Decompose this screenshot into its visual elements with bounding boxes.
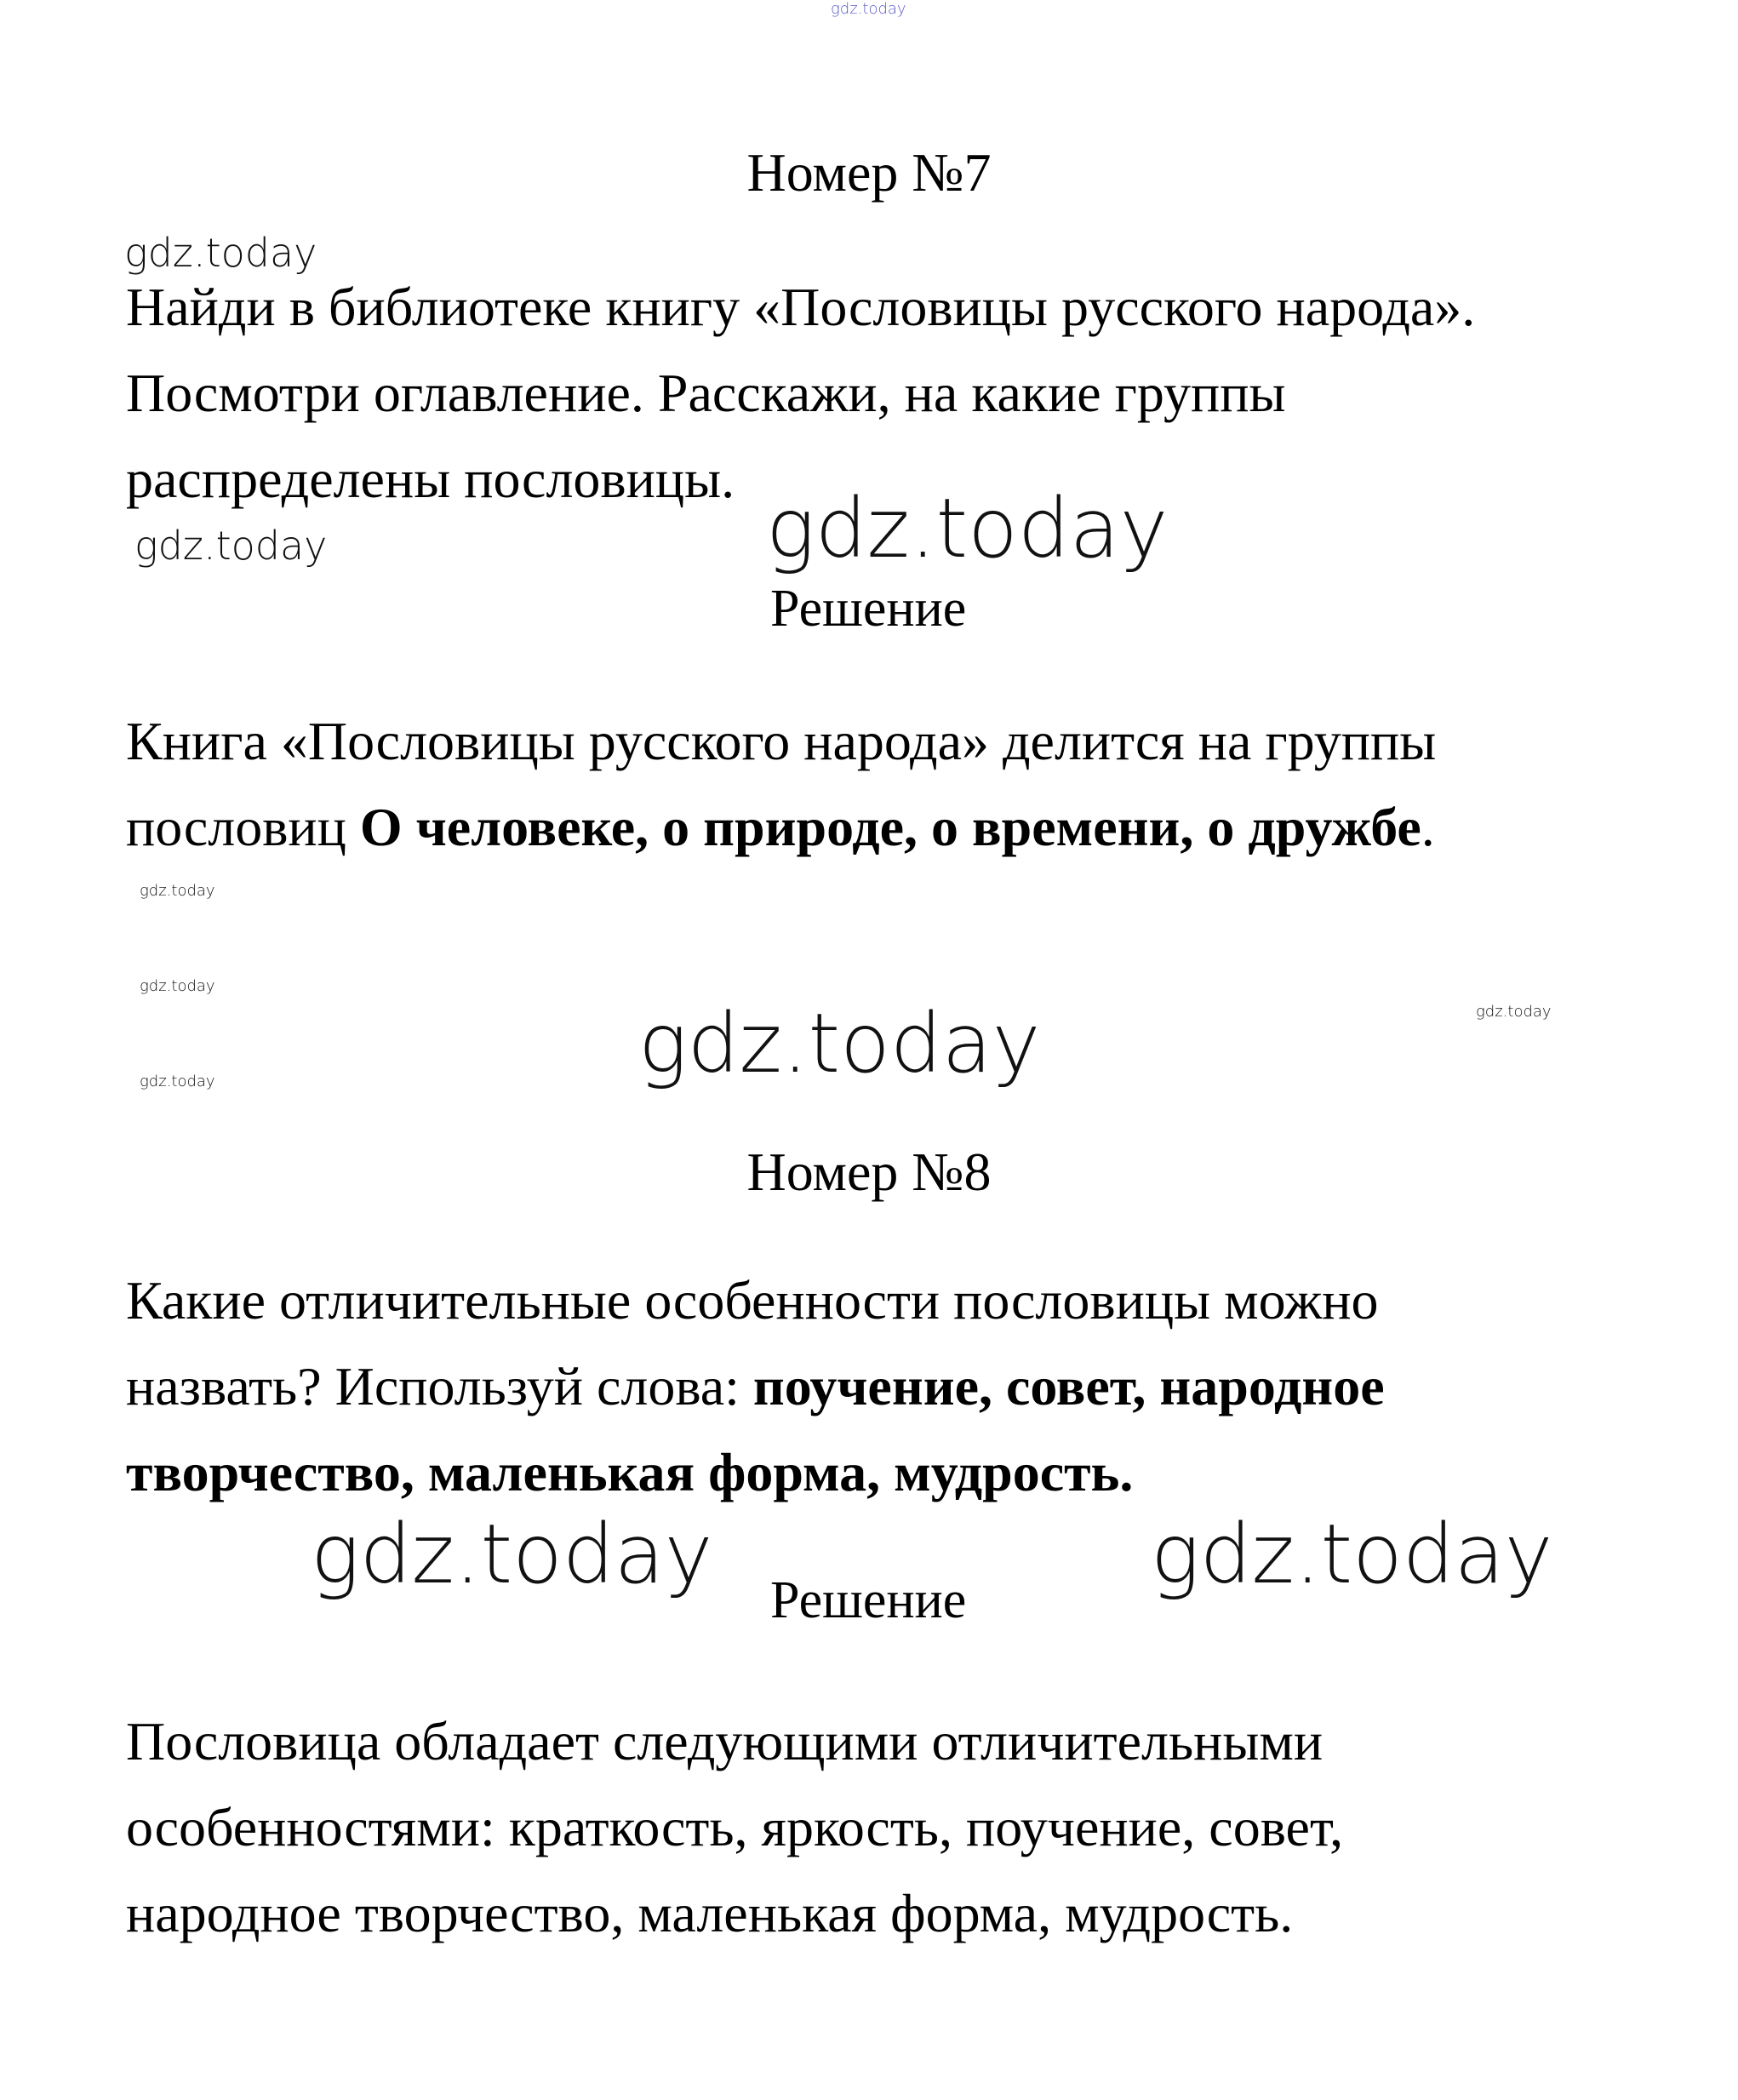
watermark-large: gdz.today — [766, 481, 1169, 576]
task7-answer-suffix: . — [1421, 797, 1435, 857]
task8-question-prefix: назвать? Используй слова: — [126, 1356, 753, 1416]
task7-question-line-1: Найди в библиотеке книгу «Пословицы русского народа». — [126, 277, 1476, 337]
task8-heading: Номер №8 — [746, 1142, 992, 1202]
task8-answer-line-2: особенностями: краткость, яркость, поучение, совет, — [126, 1797, 1344, 1857]
watermark-small: gdz.today — [134, 523, 328, 569]
task7-answer — [126, 698, 1436, 870]
task7-answer-groups: О человеке, о природе, о времени, о дружбе — [359, 797, 1421, 857]
task7-solution-label: Решение — [770, 580, 967, 638]
task8-answer — [126, 1698, 1343, 1956]
watermark-large: gdz.today — [1151, 1507, 1553, 1602]
task8-answer-line-3: народное творчество, маленькая форма, мудрость. — [126, 1883, 1294, 1943]
task7-answer-line-2 — [126, 784, 1436, 870]
task7-answer-prefix: пословиц — [126, 797, 360, 857]
task8-question-line-1: Какие отличительные особенности пословицы можно — [126, 1270, 1379, 1330]
task8-question-keywords-2: творчество, маленькая форма, мудрость. — [126, 1442, 1134, 1502]
watermark-large: gdz.today — [311, 1507, 713, 1602]
watermark-small: gdz.today — [124, 230, 317, 276]
task8-question — [126, 1257, 1385, 1515]
watermark-top: gdz.today — [831, 0, 906, 18]
watermark-large: gdz.today — [638, 996, 1041, 1091]
task7-question-line-2: Посмотри оглавление. Расскажи, на какие группы — [126, 363, 1286, 423]
task8-question-keywords-1: поучение, совет, народное — [752, 1356, 1385, 1416]
task7-question-line-3: распределены пословицы. — [126, 449, 735, 509]
task8-question-line-2 — [126, 1343, 1385, 1429]
task8-answer-line-1: Пословица обладает следующими отличительными — [126, 1711, 1324, 1771]
task8-question-line-3 — [126, 1429, 1385, 1515]
task7-answer-line-1: Книга «Пословицы русского народа» делится на группы — [126, 711, 1437, 771]
watermark-tiny: gdz.today — [140, 882, 215, 900]
watermark-tiny: gdz.today — [140, 1073, 215, 1090]
task7-heading: Номер №7 — [746, 142, 992, 203]
watermark-tiny: gdz.today — [1476, 1003, 1552, 1021]
task8-solution-label: Решение — [770, 1571, 967, 1629]
watermark-tiny: gdz.today — [140, 977, 215, 995]
